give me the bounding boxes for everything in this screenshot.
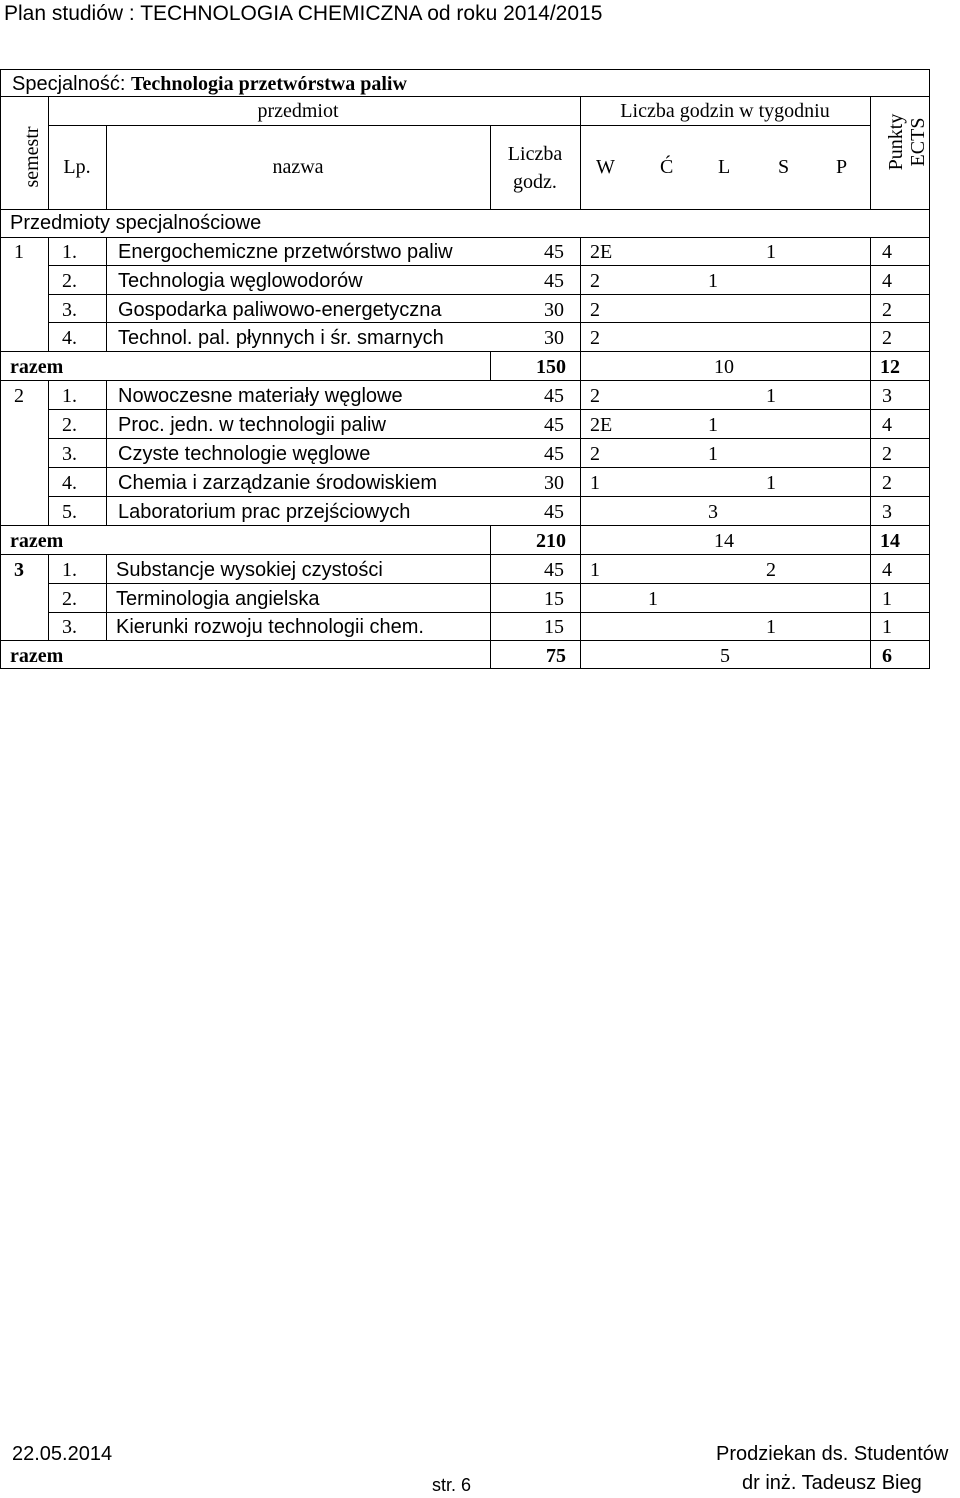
col-punkty-header: Punkty: [885, 113, 907, 171]
course-w: 2: [590, 270, 600, 292]
semester-number: 2: [14, 385, 24, 407]
course-s: 1: [766, 472, 776, 494]
course-hours: 45: [544, 270, 564, 292]
course-hours: 45: [544, 501, 564, 523]
footer-date: 22.05.2014: [12, 1443, 113, 1465]
course-ects: 2: [882, 299, 892, 321]
course-w: 2E: [590, 241, 613, 263]
col-w-header: W: [596, 156, 615, 178]
col-godz-header: godz.: [513, 171, 557, 193]
course-hours: 45: [544, 241, 564, 263]
course-ects: 2: [882, 472, 892, 494]
course-l: 3: [708, 501, 718, 523]
course-w: 2: [590, 443, 600, 465]
course-name: Czyste technologie węglowe: [118, 443, 371, 465]
course-s: 1: [766, 385, 776, 407]
course-ects: 1: [882, 616, 892, 638]
col-p-header: P: [836, 156, 848, 178]
col-ects-header: ECTS: [907, 117, 929, 167]
course-name: Nowoczesne materiały węglowe: [118, 385, 403, 407]
course-hours: 45: [544, 443, 564, 465]
col-przedmiot-header: przedmiot: [257, 100, 339, 122]
summary-week: 10: [714, 356, 734, 378]
course-ects: 4: [882, 270, 892, 292]
row-lp: 4.: [62, 472, 77, 494]
page-header-title: Plan studiów : TECHNOLOGIA CHEMICZNA od roku 2014/2015: [4, 2, 603, 25]
summary-hours: 210: [536, 530, 566, 552]
course-l: 1: [708, 443, 718, 465]
row-lp: 3.: [62, 299, 77, 321]
course-ects: 4: [882, 559, 892, 581]
course-hours: 30: [544, 299, 564, 321]
row-lp: 4.: [62, 327, 77, 349]
col-c-header: Ć: [660, 156, 674, 178]
summary-label: razem: [10, 645, 64, 667]
summary-week: 5: [720, 645, 730, 667]
col-lp-header: Lp.: [63, 156, 91, 178]
course-hours: 15: [544, 616, 564, 638]
summary-ects: 6: [882, 645, 892, 667]
course-ects: 3: [882, 501, 892, 523]
course-s: 1: [766, 616, 776, 638]
course-c: 1: [648, 588, 658, 610]
row-lp: 1.: [62, 241, 77, 263]
course-hours: 45: [544, 414, 564, 436]
course-s: 1: [766, 241, 776, 263]
summary-label: razem: [10, 356, 64, 378]
row-lp: 5.: [62, 501, 77, 523]
course-w: 2: [590, 299, 600, 321]
course-name: Technol. pal. płynnych i śr. smarnych: [118, 327, 444, 349]
section-title: Przedmioty specjalnościowe: [10, 212, 262, 234]
course-w: 1: [590, 472, 600, 494]
summary-hours: 150: [536, 356, 566, 378]
course-hours: 45: [544, 559, 564, 581]
summary-ects: 12: [880, 356, 900, 378]
footer-signatory-name: dr inż. Tadeusz Bieg: [742, 1472, 922, 1494]
course-ects: 2: [882, 327, 892, 349]
summary-week: 14: [714, 530, 734, 552]
col-semestr-header: semestr: [21, 126, 43, 188]
footer-signatory-role: Prodziekan ds. Studentów: [716, 1443, 949, 1465]
row-lp: 1.: [62, 385, 77, 407]
specialization-name: Technologia przetwórstwa paliw: [130, 73, 407, 95]
course-ects: 4: [882, 414, 892, 436]
course-w: 2E: [590, 414, 613, 436]
course-name: Gospodarka paliwowo-energetyczna: [118, 299, 442, 321]
specialization-line: [12, 72, 407, 96]
course-w: 2: [590, 385, 600, 407]
col-s-header: S: [778, 156, 790, 178]
col-l-header: L: [718, 156, 731, 178]
semester-number: 1: [14, 241, 24, 263]
summary-hours: 75: [546, 645, 566, 667]
row-lp: 2.: [62, 270, 77, 292]
course-ects: 4: [882, 241, 892, 263]
col-nazwa-header: nazwa: [272, 156, 324, 178]
course-ects: 2: [882, 443, 892, 465]
course-hours: 45: [544, 385, 564, 407]
course-name: Terminologia angielska: [116, 588, 320, 610]
course-l: 1: [708, 414, 718, 436]
col-liczba-header: Liczba: [507, 143, 563, 165]
row-lp: 1.: [62, 559, 77, 581]
row-lp: 3.: [62, 616, 77, 638]
row-lp: 2.: [62, 414, 77, 436]
course-w: 2: [590, 327, 600, 349]
course-name: Chemia i zarządzanie środowiskiem: [118, 472, 438, 494]
col-hours-header: Liczba godzin w tygodniu: [620, 100, 830, 122]
course-name: Energochemiczne przetwórstwo paliw: [118, 241, 453, 263]
row-lp: 2.: [62, 588, 77, 610]
course-name: Laboratorium prac przejściowych: [118, 501, 411, 523]
course-hours: 30: [544, 472, 564, 494]
summary-label: razem: [10, 530, 64, 552]
course-name: Substancje wysokiej czystości: [116, 559, 383, 581]
specialization-label: Specjalność:: [12, 73, 131, 95]
course-name: Proc. jedn. w technologii paliw: [118, 414, 386, 436]
semester-number: 3: [14, 559, 24, 581]
course-name: Technologia węglowodorów: [118, 270, 363, 292]
summary-ects: 14: [880, 530, 900, 552]
course-hours: 30: [544, 327, 564, 349]
course-l: 1: [708, 270, 718, 292]
course-w: 1: [590, 559, 600, 581]
course-ects: 3: [882, 385, 892, 407]
course-hours: 15: [544, 588, 564, 610]
course-ects: 1: [882, 588, 892, 610]
course-name: Kierunki rozwoju technologii chem.: [116, 616, 424, 638]
page-number: str. 6: [432, 1475, 472, 1495]
row-lp: 3.: [62, 443, 77, 465]
course-s: 2: [766, 559, 776, 581]
